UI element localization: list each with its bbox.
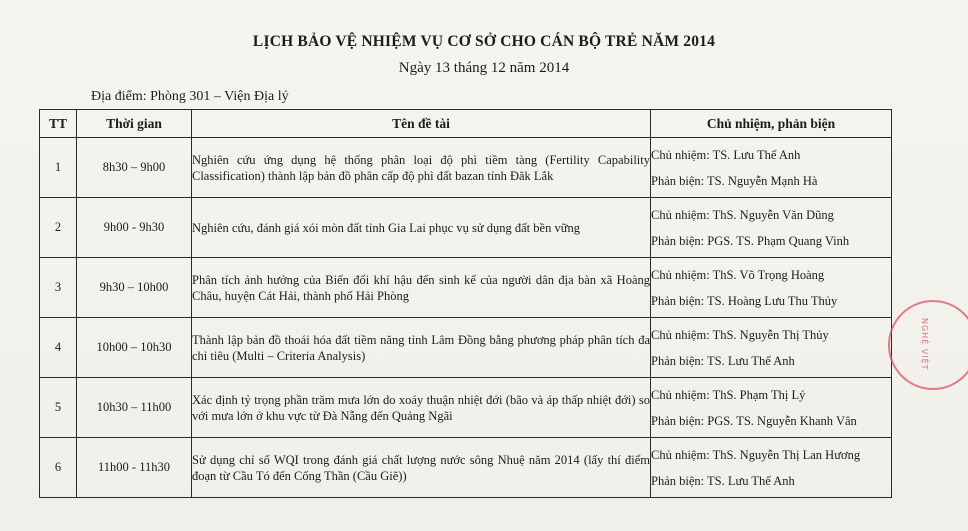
row-lead: Chủ nhiệm: ThS. Nguyễn Thị Thủy — [651, 327, 829, 342]
document-date: Ngày 13 tháng 12 năm 2014 — [398, 60, 570, 76]
document-title: LỊCH BẢO VỆ NHIỆM VỤ CƠ SỞ CHO CÁN BỘ TRẺ NĂM 2014 — [252, 33, 716, 50]
row-reviewer: Phản biện: TS. Lưu Thế Anh — [651, 353, 795, 368]
table-header-row — [40, 110, 892, 138]
row-people — [651, 198, 892, 258]
row-number: 4 — [40, 318, 77, 378]
row-people — [651, 378, 892, 438]
row-time: 9h00 - 9h30 — [77, 198, 192, 258]
row-people — [651, 138, 892, 198]
row-number: 5 — [40, 378, 77, 438]
header-people: Chủ nhiệm, phản biện — [651, 110, 892, 138]
row-number: 6 — [40, 438, 77, 498]
row-lead: Chủ nhiệm: ThS. Phạm Thị Lý — [651, 387, 806, 402]
header-tt: TT — [40, 110, 77, 138]
document-location: Địa điểm: Phòng 301 – Viện Địa lý — [91, 89, 289, 104]
row-topic: Phân tích ảnh hưởng của Biến đổi khí hậu đến sinh kế của người dân địa bàn xã Hoàng Châu, huyện Cát Hải, thành phố Hải Phòng — [192, 258, 651, 318]
row-lead: Chủ nhiệm: ThS. Nguyễn Thị Lan Hương — [651, 447, 861, 462]
row-reviewer: Phản biện: PGS. TS. Phạm Quang Vinh — [651, 233, 850, 248]
row-lead: Chủ nhiệm: ThS. Nguyễn Văn Dũng — [651, 207, 834, 222]
row-topic: Xác định tỷ trọng phần trăm mưa lớn do xoáy thuận nhiệt đới (bão và áp thấp nhiệt đới) so với mưa lớn ở khu vực từ Đà Nẵng đến Quảng Ngãi — [192, 378, 651, 438]
row-reviewer: Phản biện: PGS. TS. Nguyễn Khanh Vân — [651, 413, 857, 428]
row-topic: Nghiên cứu ứng dụng hệ thống phân loại độ phì tiềm tàng (Fertility Capability Classification) thành lập bản đồ phân cấp độ phì đất bazan tỉnh Đăk Lắk — [192, 138, 651, 198]
row-time: 10h30 – 11h00 — [77, 378, 192, 438]
row-topic: Thành lập bản đồ thoái hóa đất tiềm năng tỉnh Lâm Đồng bằng phương pháp phân tích đa chỉ tiêu (Multi – Criteria Analysis) — [192, 318, 651, 378]
row-number: 1 — [40, 138, 77, 198]
header-topic: Tên đề tài — [192, 110, 651, 138]
row-people — [651, 258, 892, 318]
row-reviewer: Phản biện: TS. Hoàng Lưu Thu Thủy — [651, 293, 838, 308]
table-row — [40, 198, 892, 258]
table-row — [40, 438, 892, 498]
row-lead: Chủ nhiệm: ThS. Võ Trọng Hoàng — [651, 267, 825, 282]
row-topic: Sử dụng chỉ số WQI trong đánh giá chất lượng nước sông Nhuệ năm 2014 (lấy thí điểm đoạn từ Cầu Tó đến Cống Thần (Cầu Giẽ)) — [192, 438, 651, 498]
row-lead: Chủ nhiệm: TS. Lưu Thế Anh — [651, 147, 801, 162]
row-reviewer: Phản biện: TS. Lưu Thế Anh — [651, 473, 795, 488]
row-time: 10h00 – 10h30 — [77, 318, 192, 378]
row-people — [651, 318, 892, 378]
row-number: 3 — [40, 258, 77, 318]
row-people — [651, 438, 892, 498]
row-topic: Nghiên cứu, đánh giá xói mòn đất tỉnh Gia Lai phục vụ sử dụng đất bền vững — [192, 198, 651, 258]
row-reviewer: Phản biện: TS. Nguyễn Mạnh Hà — [651, 173, 818, 188]
header-time: Thời gian — [77, 110, 192, 138]
row-time: 11h00 - 11h30 — [77, 438, 192, 498]
stamp-text: NGHỆ VIỆT — [920, 318, 929, 371]
row-time: 9h30 – 10h00 — [77, 258, 192, 318]
row-number: 2 — [40, 198, 77, 258]
row-time: 8h30 – 9h00 — [77, 138, 192, 198]
table-row — [40, 318, 892, 378]
table-row — [40, 378, 892, 438]
table-row — [40, 258, 892, 318]
schedule-table — [39, 109, 892, 498]
table-row — [40, 138, 892, 198]
